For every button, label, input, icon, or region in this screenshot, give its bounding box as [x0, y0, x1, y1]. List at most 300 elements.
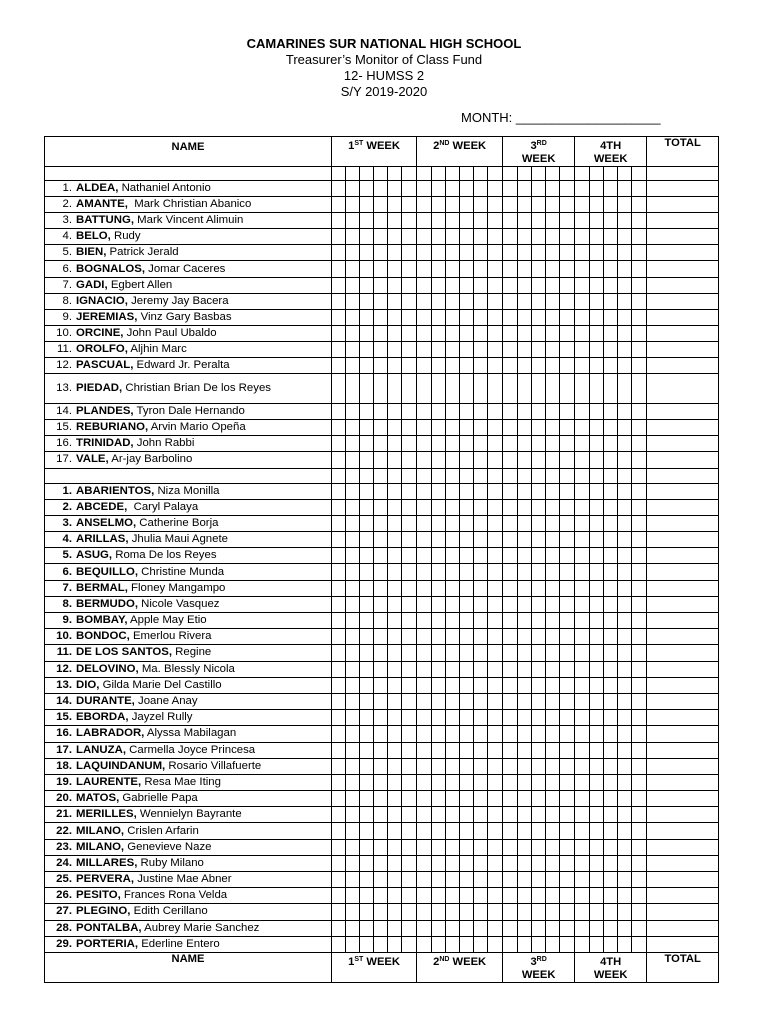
payment-cell[interactable] — [446, 564, 460, 580]
total-cell[interactable] — [647, 580, 719, 596]
payment-cell[interactable] — [632, 167, 647, 181]
payment-cell[interactable] — [590, 309, 604, 325]
payment-cell[interactable] — [332, 888, 346, 904]
payment-cell[interactable] — [474, 855, 488, 871]
payment-cell[interactable] — [604, 499, 618, 515]
payment-cell[interactable] — [417, 677, 432, 693]
payment-cell[interactable] — [618, 823, 632, 839]
payment-cell[interactable] — [402, 499, 417, 515]
payment-cell[interactable] — [560, 404, 575, 420]
total-cell[interactable] — [647, 693, 719, 709]
payment-cell[interactable] — [460, 341, 474, 357]
payment-cell[interactable] — [560, 197, 575, 213]
payment-cell[interactable] — [432, 420, 446, 436]
payment-cell[interactable] — [374, 645, 388, 661]
payment-cell[interactable] — [460, 823, 474, 839]
payment-cell[interactable] — [575, 758, 590, 774]
payment-cell[interactable] — [402, 726, 417, 742]
payment-cell[interactable] — [632, 693, 647, 709]
payment-cell[interactable] — [402, 629, 417, 645]
payment-cell[interactable] — [618, 468, 632, 483]
payment-cell[interactable] — [604, 261, 618, 277]
payment-cell[interactable] — [604, 839, 618, 855]
payment-cell[interactable] — [575, 791, 590, 807]
payment-cell[interactable] — [474, 229, 488, 245]
payment-cell[interactable] — [432, 645, 446, 661]
payment-cell[interactable] — [575, 645, 590, 661]
payment-cell[interactable] — [474, 791, 488, 807]
payment-cell[interactable] — [474, 181, 488, 197]
payment-cell[interactable] — [360, 677, 374, 693]
payment-cell[interactable] — [432, 904, 446, 920]
payment-cell[interactable] — [503, 629, 518, 645]
payment-cell[interactable] — [332, 436, 346, 452]
payment-cell[interactable] — [503, 904, 518, 920]
payment-cell[interactable] — [332, 564, 346, 580]
payment-cell[interactable] — [460, 661, 474, 677]
payment-cell[interactable] — [417, 261, 432, 277]
payment-cell[interactable] — [575, 468, 590, 483]
payment-cell[interactable] — [532, 404, 546, 420]
payment-cell[interactable] — [446, 229, 460, 245]
payment-cell[interactable] — [590, 791, 604, 807]
payment-cell[interactable] — [360, 341, 374, 357]
payment-cell[interactable] — [632, 645, 647, 661]
payment-cell[interactable] — [402, 693, 417, 709]
payment-cell[interactable] — [388, 920, 402, 936]
payment-cell[interactable] — [446, 358, 460, 374]
payment-cell[interactable] — [532, 920, 546, 936]
payment-cell[interactable] — [460, 229, 474, 245]
payment-cell[interactable] — [503, 404, 518, 420]
payment-cell[interactable] — [360, 532, 374, 548]
payment-cell[interactable] — [618, 758, 632, 774]
payment-cell[interactable] — [575, 936, 590, 952]
total-cell[interactable] — [647, 515, 719, 531]
payment-cell[interactable] — [374, 710, 388, 726]
payment-cell[interactable] — [560, 245, 575, 261]
payment-cell[interactable] — [632, 791, 647, 807]
payment-cell[interactable] — [432, 613, 446, 629]
payment-cell[interactable] — [503, 277, 518, 293]
payment-cell[interactable] — [460, 580, 474, 596]
payment-cell[interactable] — [575, 197, 590, 213]
payment-cell[interactable] — [360, 548, 374, 564]
payment-cell[interactable] — [575, 807, 590, 823]
payment-cell[interactable] — [388, 661, 402, 677]
payment-cell[interactable] — [346, 341, 360, 357]
payment-cell[interactable] — [346, 499, 360, 515]
payment-cell[interactable] — [417, 325, 432, 341]
payment-cell[interactable] — [332, 309, 346, 325]
payment-cell[interactable] — [632, 261, 647, 277]
payment-cell[interactable] — [532, 693, 546, 709]
payment-cell[interactable] — [474, 613, 488, 629]
payment-cell[interactable] — [374, 596, 388, 612]
payment-cell[interactable] — [460, 693, 474, 709]
payment-cell[interactable] — [575, 580, 590, 596]
payment-cell[interactable] — [417, 791, 432, 807]
payment-cell[interactable] — [346, 181, 360, 197]
payment-cell[interactable] — [402, 167, 417, 181]
payment-cell[interactable] — [460, 325, 474, 341]
payment-cell[interactable] — [560, 181, 575, 197]
payment-cell[interactable] — [474, 245, 488, 261]
payment-cell[interactable] — [360, 358, 374, 374]
payment-cell[interactable] — [518, 742, 532, 758]
payment-cell[interactable] — [332, 807, 346, 823]
payment-cell[interactable] — [417, 404, 432, 420]
payment-cell[interactable] — [503, 742, 518, 758]
payment-cell[interactable] — [417, 167, 432, 181]
payment-cell[interactable] — [560, 374, 575, 404]
payment-cell[interactable] — [575, 742, 590, 758]
payment-cell[interactable] — [432, 823, 446, 839]
payment-cell[interactable] — [474, 693, 488, 709]
payment-cell[interactable] — [332, 167, 346, 181]
payment-cell[interactable] — [560, 920, 575, 936]
payment-cell[interactable] — [346, 677, 360, 693]
payment-cell[interactable] — [532, 468, 546, 483]
payment-cell[interactable] — [546, 872, 560, 888]
payment-cell[interactable] — [532, 548, 546, 564]
payment-cell[interactable] — [632, 677, 647, 693]
payment-cell[interactable] — [560, 229, 575, 245]
payment-cell[interactable] — [402, 341, 417, 357]
payment-cell[interactable] — [432, 580, 446, 596]
payment-cell[interactable] — [346, 548, 360, 564]
payment-cell[interactable] — [590, 774, 604, 790]
payment-cell[interactable] — [532, 532, 546, 548]
payment-cell[interactable] — [488, 213, 503, 229]
payment-cell[interactable] — [560, 309, 575, 325]
payment-cell[interactable] — [446, 645, 460, 661]
payment-cell[interactable] — [474, 358, 488, 374]
payment-cell[interactable] — [632, 436, 647, 452]
payment-cell[interactable] — [546, 580, 560, 596]
payment-cell[interactable] — [417, 468, 432, 483]
payment-cell[interactable] — [618, 839, 632, 855]
payment-cell[interactable] — [374, 245, 388, 261]
payment-cell[interactable] — [503, 677, 518, 693]
payment-cell[interactable] — [575, 677, 590, 693]
payment-cell[interactable] — [446, 823, 460, 839]
payment-cell[interactable] — [518, 436, 532, 452]
payment-cell[interactable] — [432, 358, 446, 374]
payment-cell[interactable] — [560, 807, 575, 823]
total-cell[interactable] — [647, 791, 719, 807]
payment-cell[interactable] — [604, 920, 618, 936]
payment-cell[interactable] — [388, 309, 402, 325]
payment-cell[interactable] — [332, 532, 346, 548]
payment-cell[interactable] — [460, 436, 474, 452]
payment-cell[interactable] — [346, 277, 360, 293]
payment-cell[interactable] — [546, 452, 560, 468]
payment-cell[interactable] — [618, 229, 632, 245]
payment-cell[interactable] — [446, 436, 460, 452]
payment-cell[interactable] — [546, 404, 560, 420]
payment-cell[interactable] — [460, 596, 474, 612]
payment-cell[interactable] — [632, 277, 647, 293]
payment-cell[interactable] — [374, 677, 388, 693]
total-cell[interactable] — [647, 468, 719, 483]
payment-cell[interactable] — [460, 548, 474, 564]
payment-cell[interactable] — [432, 167, 446, 181]
payment-cell[interactable] — [503, 213, 518, 229]
payment-cell[interactable] — [388, 677, 402, 693]
payment-cell[interactable] — [446, 791, 460, 807]
payment-cell[interactable] — [374, 661, 388, 677]
payment-cell[interactable] — [360, 661, 374, 677]
payment-cell[interactable] — [575, 420, 590, 436]
payment-cell[interactable] — [432, 839, 446, 855]
payment-cell[interactable] — [360, 277, 374, 293]
payment-cell[interactable] — [417, 499, 432, 515]
payment-cell[interactable] — [332, 245, 346, 261]
payment-cell[interactable] — [488, 293, 503, 309]
payment-cell[interactable] — [618, 548, 632, 564]
payment-cell[interactable] — [546, 499, 560, 515]
payment-cell[interactable] — [374, 855, 388, 871]
total-cell[interactable] — [647, 548, 719, 564]
payment-cell[interactable] — [604, 358, 618, 374]
payment-cell[interactable] — [618, 920, 632, 936]
payment-cell[interactable] — [432, 499, 446, 515]
payment-cell[interactable] — [360, 197, 374, 213]
payment-cell[interactable] — [417, 872, 432, 888]
payment-cell[interactable] — [460, 613, 474, 629]
payment-cell[interactable] — [618, 515, 632, 531]
payment-cell[interactable] — [560, 358, 575, 374]
payment-cell[interactable] — [560, 613, 575, 629]
payment-cell[interactable] — [518, 936, 532, 952]
payment-cell[interactable] — [546, 213, 560, 229]
payment-cell[interactable] — [374, 629, 388, 645]
payment-cell[interactable] — [503, 309, 518, 325]
payment-cell[interactable] — [346, 213, 360, 229]
payment-cell[interactable] — [432, 309, 446, 325]
payment-cell[interactable] — [346, 888, 360, 904]
payment-cell[interactable] — [632, 613, 647, 629]
payment-cell[interactable] — [575, 661, 590, 677]
payment-cell[interactable] — [417, 229, 432, 245]
payment-cell[interactable] — [575, 774, 590, 790]
payment-cell[interactable] — [632, 742, 647, 758]
payment-cell[interactable] — [604, 452, 618, 468]
payment-cell[interactable] — [604, 213, 618, 229]
payment-cell[interactable] — [590, 548, 604, 564]
payment-cell[interactable] — [388, 823, 402, 839]
payment-cell[interactable] — [374, 167, 388, 181]
payment-cell[interactable] — [346, 823, 360, 839]
payment-cell[interactable] — [460, 167, 474, 181]
payment-cell[interactable] — [560, 791, 575, 807]
payment-cell[interactable] — [417, 710, 432, 726]
payment-cell[interactable] — [503, 855, 518, 871]
payment-cell[interactable] — [474, 277, 488, 293]
payment-cell[interactable] — [474, 436, 488, 452]
payment-cell[interactable] — [604, 341, 618, 357]
payment-cell[interactable] — [546, 629, 560, 645]
payment-cell[interactable] — [575, 710, 590, 726]
payment-cell[interactable] — [402, 807, 417, 823]
payment-cell[interactable] — [388, 629, 402, 645]
payment-cell[interactable] — [560, 693, 575, 709]
payment-cell[interactable] — [460, 677, 474, 693]
payment-cell[interactable] — [374, 904, 388, 920]
payment-cell[interactable] — [518, 661, 532, 677]
payment-cell[interactable] — [402, 245, 417, 261]
payment-cell[interactable] — [518, 839, 532, 855]
payment-cell[interactable] — [474, 677, 488, 693]
payment-cell[interactable] — [446, 807, 460, 823]
payment-cell[interactable] — [374, 277, 388, 293]
payment-cell[interactable] — [488, 693, 503, 709]
payment-cell[interactable] — [446, 580, 460, 596]
payment-cell[interactable] — [402, 661, 417, 677]
payment-cell[interactable] — [532, 580, 546, 596]
payment-cell[interactable] — [632, 293, 647, 309]
total-cell[interactable] — [647, 181, 719, 197]
payment-cell[interactable] — [518, 515, 532, 531]
payment-cell[interactable] — [604, 807, 618, 823]
payment-cell[interactable] — [402, 580, 417, 596]
payment-cell[interactable] — [446, 629, 460, 645]
payment-cell[interactable] — [332, 261, 346, 277]
payment-cell[interactable] — [488, 645, 503, 661]
payment-cell[interactable] — [488, 468, 503, 483]
payment-cell[interactable] — [332, 855, 346, 871]
payment-cell[interactable] — [417, 358, 432, 374]
payment-cell[interactable] — [332, 548, 346, 564]
payment-cell[interactable] — [590, 181, 604, 197]
payment-cell[interactable] — [590, 661, 604, 677]
payment-cell[interactable] — [374, 564, 388, 580]
payment-cell[interactable] — [417, 693, 432, 709]
payment-cell[interactable] — [560, 213, 575, 229]
payment-cell[interactable] — [474, 515, 488, 531]
payment-cell[interactable] — [446, 710, 460, 726]
payment-cell[interactable] — [618, 677, 632, 693]
payment-cell[interactable] — [546, 758, 560, 774]
payment-cell[interactable] — [402, 325, 417, 341]
payment-cell[interactable] — [560, 758, 575, 774]
payment-cell[interactable] — [518, 532, 532, 548]
payment-cell[interactable] — [546, 468, 560, 483]
payment-cell[interactable] — [417, 483, 432, 499]
payment-cell[interactable] — [474, 293, 488, 309]
payment-cell[interactable] — [575, 277, 590, 293]
payment-cell[interactable] — [632, 341, 647, 357]
payment-cell[interactable] — [332, 872, 346, 888]
payment-cell[interactable] — [518, 213, 532, 229]
total-cell[interactable] — [647, 229, 719, 245]
payment-cell[interactable] — [532, 872, 546, 888]
payment-cell[interactable] — [503, 580, 518, 596]
payment-cell[interactable] — [417, 629, 432, 645]
payment-cell[interactable] — [402, 677, 417, 693]
payment-cell[interactable] — [488, 596, 503, 612]
payment-cell[interactable] — [402, 452, 417, 468]
payment-cell[interactable] — [590, 645, 604, 661]
payment-cell[interactable] — [488, 261, 503, 277]
payment-cell[interactable] — [604, 548, 618, 564]
payment-cell[interactable] — [374, 499, 388, 515]
payment-cell[interactable] — [618, 855, 632, 871]
payment-cell[interactable] — [575, 452, 590, 468]
payment-cell[interactable] — [560, 420, 575, 436]
payment-cell[interactable] — [503, 839, 518, 855]
payment-cell[interactable] — [460, 742, 474, 758]
payment-cell[interactable] — [460, 839, 474, 855]
payment-cell[interactable] — [532, 613, 546, 629]
payment-cell[interactable] — [632, 823, 647, 839]
payment-cell[interactable] — [388, 452, 402, 468]
payment-cell[interactable] — [575, 564, 590, 580]
payment-cell[interactable] — [503, 245, 518, 261]
payment-cell[interactable] — [532, 596, 546, 612]
payment-cell[interactable] — [604, 629, 618, 645]
payment-cell[interactable] — [560, 726, 575, 742]
payment-cell[interactable] — [474, 404, 488, 420]
payment-cell[interactable] — [532, 293, 546, 309]
payment-cell[interactable] — [402, 515, 417, 531]
payment-cell[interactable] — [402, 872, 417, 888]
payment-cell[interactable] — [518, 309, 532, 325]
payment-cell[interactable] — [532, 742, 546, 758]
payment-cell[interactable] — [432, 774, 446, 790]
payment-cell[interactable] — [488, 499, 503, 515]
payment-cell[interactable] — [560, 774, 575, 790]
payment-cell[interactable] — [618, 807, 632, 823]
payment-cell[interactable] — [503, 564, 518, 580]
payment-cell[interactable] — [360, 213, 374, 229]
payment-cell[interactable] — [590, 904, 604, 920]
payment-cell[interactable] — [388, 726, 402, 742]
payment-cell[interactable] — [432, 548, 446, 564]
payment-cell[interactable] — [532, 564, 546, 580]
total-cell[interactable] — [647, 904, 719, 920]
payment-cell[interactable] — [488, 167, 503, 181]
payment-cell[interactable] — [346, 580, 360, 596]
payment-cell[interactable] — [432, 936, 446, 952]
payment-cell[interactable] — [532, 499, 546, 515]
payment-cell[interactable] — [446, 855, 460, 871]
payment-cell[interactable] — [618, 564, 632, 580]
payment-cell[interactable] — [360, 807, 374, 823]
payment-cell[interactable] — [532, 726, 546, 742]
payment-cell[interactable] — [575, 181, 590, 197]
payment-cell[interactable] — [346, 293, 360, 309]
total-cell[interactable] — [647, 872, 719, 888]
payment-cell[interactable] — [332, 229, 346, 245]
payment-cell[interactable] — [374, 293, 388, 309]
payment-cell[interactable] — [460, 213, 474, 229]
payment-cell[interactable] — [632, 420, 647, 436]
payment-cell[interactable] — [518, 872, 532, 888]
payment-cell[interactable] — [332, 677, 346, 693]
total-cell[interactable] — [647, 309, 719, 325]
payment-cell[interactable] — [518, 629, 532, 645]
payment-cell[interactable] — [532, 358, 546, 374]
payment-cell[interactable] — [474, 839, 488, 855]
payment-cell[interactable] — [575, 888, 590, 904]
payment-cell[interactable] — [590, 677, 604, 693]
payment-cell[interactable] — [560, 468, 575, 483]
payment-cell[interactable] — [374, 693, 388, 709]
payment-cell[interactable] — [474, 374, 488, 404]
payment-cell[interactable] — [618, 904, 632, 920]
